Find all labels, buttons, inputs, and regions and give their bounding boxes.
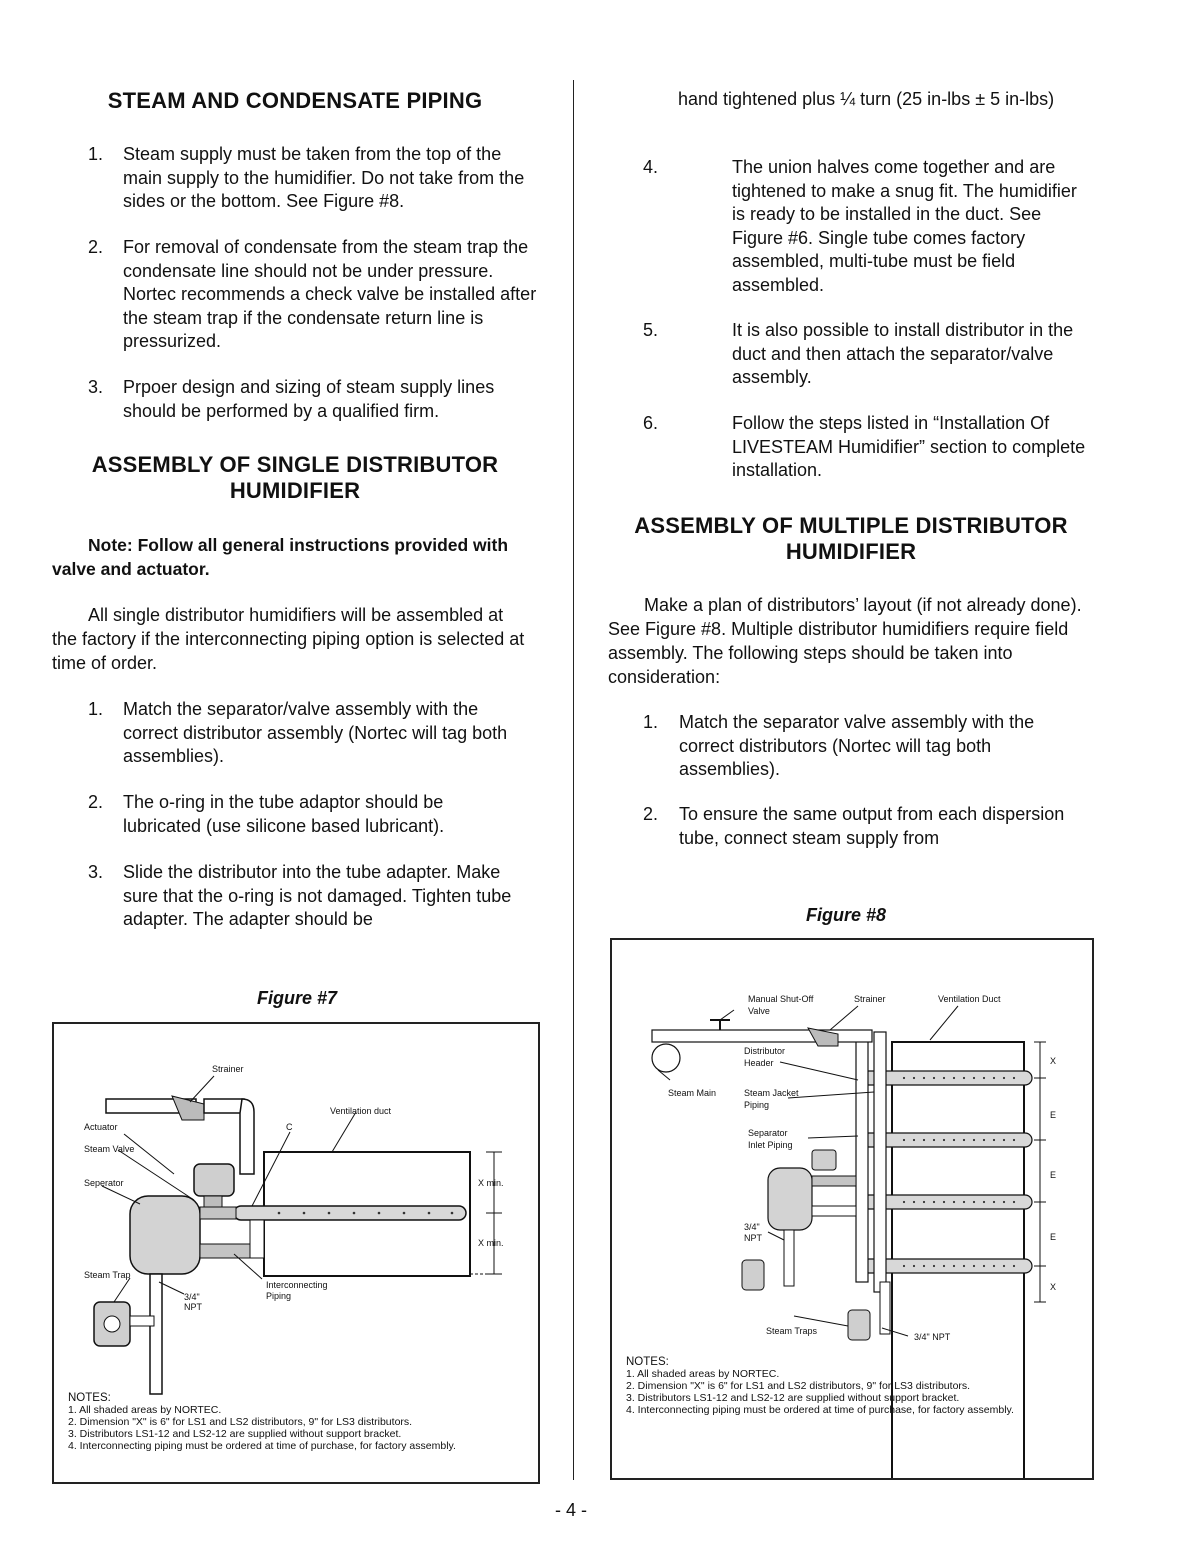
note-line: 3. Distributors LS1-12 and LS2-12 are supplied without support bracket. xyxy=(68,1428,402,1440)
drain-pipe xyxy=(150,1274,162,1394)
tube-dot xyxy=(973,1201,975,1203)
label-c: C xyxy=(286,1122,293,1132)
list-number: 2. xyxy=(88,237,104,257)
label-separator: Separator xyxy=(748,1128,788,1138)
pipe-elbow xyxy=(240,1099,254,1174)
figure-7-notes xyxy=(68,1392,534,1452)
tube-dot xyxy=(983,1265,985,1267)
figure-7 xyxy=(52,1022,540,1484)
drain-pipe xyxy=(784,1230,794,1286)
label-npt: NPT xyxy=(184,1302,202,1312)
tube-dot xyxy=(963,1077,965,1079)
actuator xyxy=(812,1150,836,1170)
label-ventilation-duct: Ventilation Duct xyxy=(938,994,1001,1004)
tube-dot xyxy=(933,1139,935,1141)
tube-dot xyxy=(1003,1201,1005,1203)
separator-inlet-piping xyxy=(812,1176,856,1186)
list-text: It is also possible to install distributor in the duct and then attach the separator/valve assembly. xyxy=(732,320,1074,387)
list-number: 1. xyxy=(88,699,104,719)
heading-steam-condensate-piping: STEAM AND CONDENSATE PIPING xyxy=(107,88,483,113)
label-interconnecting: Interconnecting xyxy=(266,1280,328,1290)
tube-dot xyxy=(973,1077,975,1079)
tube-dot xyxy=(993,1201,995,1203)
tube-dot xyxy=(963,1265,965,1267)
page-number: - 4 - xyxy=(555,1500,588,1520)
label-dimension: X xyxy=(1050,1282,1057,1292)
tube-dot xyxy=(933,1265,935,1267)
distributor-tube xyxy=(862,1133,1032,1147)
heading-single-distributor xyxy=(52,452,538,504)
tube-dot xyxy=(983,1201,985,1203)
tube-dot xyxy=(913,1265,915,1267)
label-npt: NPT xyxy=(744,1233,762,1243)
tube-dot xyxy=(1013,1201,1015,1203)
label-dimension: X xyxy=(1050,1056,1057,1066)
note-general-instructions: Note: Follow all general instructions provided with valve and actuator. xyxy=(52,535,509,579)
heading-line: HUMIDIFIER xyxy=(785,539,917,564)
label-dimension: E xyxy=(1050,1232,1057,1242)
label-inlet-piping: Inlet Piping xyxy=(748,1140,793,1150)
label-npt-size: 3/4" xyxy=(184,1292,200,1302)
label-separator: Seperator xyxy=(84,1178,124,1188)
leader-line xyxy=(720,1010,734,1020)
label-dimension: E xyxy=(1050,1170,1057,1180)
label-dimension: E xyxy=(1050,1110,1057,1120)
leader-line xyxy=(794,1316,848,1326)
intro-paragraph: All single distributor humidifiers will be assembled at the factory if the interconnecting piping option is selected at time of order. xyxy=(52,605,525,673)
label-x-min-top: X min. xyxy=(478,1178,504,1188)
tube-dot xyxy=(943,1077,945,1079)
figure-8 xyxy=(610,938,1094,1480)
tube-dot xyxy=(953,1265,955,1267)
tube-dot xyxy=(953,1139,955,1141)
label-steam-valve: Steam Valve xyxy=(84,1144,135,1154)
tube-dot xyxy=(943,1265,945,1267)
separator-tank xyxy=(130,1196,200,1274)
label-steam-traps: Steam Traps xyxy=(766,1326,818,1336)
continued-text: hand tightened plus ¼ turn (25 in-lbs ± 5 in-lbs) xyxy=(678,89,1055,109)
tube-dot xyxy=(983,1139,985,1141)
tube-dot xyxy=(1003,1077,1005,1079)
label-piping: Piping xyxy=(744,1100,770,1110)
tube-dot xyxy=(923,1201,925,1203)
tube-dot xyxy=(1013,1265,1015,1267)
label-header: Header xyxy=(744,1058,774,1068)
separator-tank xyxy=(768,1168,812,1230)
distributor-tube xyxy=(862,1071,1032,1085)
label-strainer: Strainer xyxy=(212,1064,244,1074)
label-strainer: Strainer xyxy=(854,994,886,1004)
separator-outlet-piping xyxy=(812,1206,856,1216)
notes-title: NOTES: xyxy=(626,1356,669,1368)
tube-dot xyxy=(933,1077,935,1079)
tube-dot xyxy=(973,1265,975,1267)
tube-dot xyxy=(1003,1139,1005,1141)
heading-line: HUMIDIFIER xyxy=(229,478,361,503)
label-npt-outlet: 3/4" NPT xyxy=(914,1332,951,1342)
tube-dot xyxy=(903,1265,905,1267)
actuator xyxy=(194,1164,234,1196)
list-text: To ensure the same output from each dispersion tube, connect steam supply from xyxy=(679,804,1065,848)
tube-dot xyxy=(913,1201,915,1203)
label-x-min-bottom: X min. xyxy=(478,1238,504,1248)
list-number: 3. xyxy=(88,862,104,882)
steam-trap xyxy=(848,1310,870,1340)
steam-jacket-pipe xyxy=(874,1032,886,1292)
steam-trap xyxy=(742,1260,764,1290)
leader-line xyxy=(768,1232,784,1240)
list-text: The o-ring in the tube adaptor should be lubricated (use silicone based lubricant). xyxy=(123,792,445,836)
tube-dot xyxy=(983,1077,985,1079)
list-text: For removal of condensate from the steam trap the condensate line should not be under pressure. Nortec recommends a check valve be installed after the steam trap if the condensate return line is pressurized. xyxy=(123,237,537,351)
leader-line xyxy=(930,1006,958,1040)
distributor-tube xyxy=(862,1195,1032,1209)
list-text: Slide the distributor into the tube adapter. Make sure that the o-ring is not damaged. Tighten tube adapter. The adapter should be xyxy=(123,862,512,929)
list-number: 2. xyxy=(643,804,659,824)
tube-dot xyxy=(963,1201,965,1203)
list-number: 5. xyxy=(643,320,659,340)
tube-dot xyxy=(1013,1139,1015,1141)
leader-line xyxy=(808,1136,858,1138)
tube-dot xyxy=(1013,1077,1015,1079)
column-divider xyxy=(573,80,574,1480)
list-number: 2. xyxy=(88,792,104,812)
tube-dot xyxy=(903,1201,905,1203)
tube-dot xyxy=(993,1139,995,1141)
label-steam-trap: Steam Trap xyxy=(84,1270,131,1280)
note-line: 4. Interconnecting piping must be ordered at time of purchase, for factory assembly. xyxy=(68,1440,456,1452)
notes-title: NOTES: xyxy=(68,1392,111,1404)
label-ventilation-duct: Ventilation duct xyxy=(330,1106,392,1116)
strainer-body xyxy=(172,1096,204,1120)
label-npt-size: 3/4" xyxy=(744,1222,760,1232)
list-number: 4. xyxy=(643,157,659,177)
tube-dot xyxy=(923,1077,925,1079)
list-number: 6. xyxy=(643,413,659,433)
list-text: The union halves come together and are tightened to make a snug fit. The humidifier is ready to be installed in the duct. See Figure #6. Single tube comes factory assembled, multi-tube must be field assembled. xyxy=(732,157,1077,295)
heading-line: ASSEMBLY OF SINGLE DISTRIBUTOR xyxy=(91,452,499,477)
list-number: 1. xyxy=(88,144,104,164)
tube-dot xyxy=(973,1139,975,1141)
list-text: Follow the steps listed in “Installation Of LIVESTEAM Humidifier” section to complete installation. xyxy=(732,413,1086,480)
list-number: 1. xyxy=(643,712,659,732)
label-manual-shutoff: Manual Shut-Off xyxy=(748,994,814,1004)
note-line: 4. Interconnecting piping must be ordered at time of purchase, for factory assembly. xyxy=(626,1404,1014,1416)
tube-dot xyxy=(953,1077,955,1079)
label-valve: Valve xyxy=(748,1006,770,1016)
tube-dot xyxy=(963,1139,965,1141)
tube-dot xyxy=(913,1139,915,1141)
tube-dot xyxy=(993,1077,995,1079)
note-line: 3. Distributors LS1-12 and LS2-12 are supplied without support bracket. xyxy=(626,1392,960,1404)
label-actuator: Actuator xyxy=(84,1122,118,1132)
label-distributor: Distributor xyxy=(744,1046,786,1056)
tube-dot xyxy=(953,1201,955,1203)
tube-dot xyxy=(903,1139,905,1141)
distributor-tube xyxy=(234,1206,466,1220)
main-supply-pipe xyxy=(652,1030,872,1042)
tube-dot xyxy=(933,1201,935,1203)
label-piping: Piping xyxy=(266,1291,292,1301)
list-number: 3. xyxy=(88,377,104,397)
heading-multiple-distributor xyxy=(608,513,1094,565)
note-line: 2. Dimension "X" is 6" for LS1 and LS2 distributors, 9" for LS3 distributors. xyxy=(68,1416,413,1428)
label-steam-main: Steam Main xyxy=(668,1088,717,1098)
note-line: 1. All shaded areas by NORTEC. xyxy=(68,1404,222,1416)
label-steam-jacket: Steam Jacket xyxy=(744,1088,799,1098)
steam-main xyxy=(652,1044,680,1072)
tube-dot xyxy=(1003,1265,1005,1267)
intro-paragraph: Make a plan of distributors’ layout (if not already done). See Figure #8. Multiple distributor humidifiers require field assembly. The following steps should be taken into consideration: xyxy=(608,595,1082,687)
tube-dot xyxy=(923,1139,925,1141)
list-text: Steam supply must be taken from the top of the main supply to the humidifier. Do not take from the sides or the bottom. See Figure #8. xyxy=(123,144,525,211)
note-line: 2. Dimension "X" is 6" for LS1 and LS2 distributors, 9" for LS3 distributors. xyxy=(626,1380,971,1392)
figure-7-caption: Figure #7 xyxy=(257,988,338,1008)
tube-dot xyxy=(903,1077,905,1079)
distributor-header-pipe xyxy=(856,1032,868,1282)
distributor-tube xyxy=(862,1259,1032,1273)
tube-dot xyxy=(943,1139,945,1141)
figure-8-caption: Figure #8 xyxy=(806,905,887,925)
tube-dot xyxy=(913,1077,915,1079)
list-text: Match the separator/valve assembly with the correct distributor assembly (Nortec will tag both assemblies). xyxy=(123,699,508,766)
jacket-drain-pipe xyxy=(880,1282,890,1334)
leader-line xyxy=(780,1062,858,1080)
figure-8-notes xyxy=(626,1356,1086,1416)
tube-dot xyxy=(943,1201,945,1203)
tube-dot xyxy=(993,1265,995,1267)
list-text: Prpoer design and sizing of steam supply lines should be performed by a qualified firm. xyxy=(123,377,495,421)
leader-line xyxy=(830,1006,858,1030)
tube-dot xyxy=(923,1265,925,1267)
heading-line: ASSEMBLY OF MULTIPLE DISTRIBUTOR xyxy=(634,513,1068,538)
note-line: 1. All shaded areas by NORTEC. xyxy=(626,1368,780,1380)
list-text: Match the separator valve assembly with the correct distributors (Nortec will tag both assemblies). xyxy=(679,712,1035,779)
